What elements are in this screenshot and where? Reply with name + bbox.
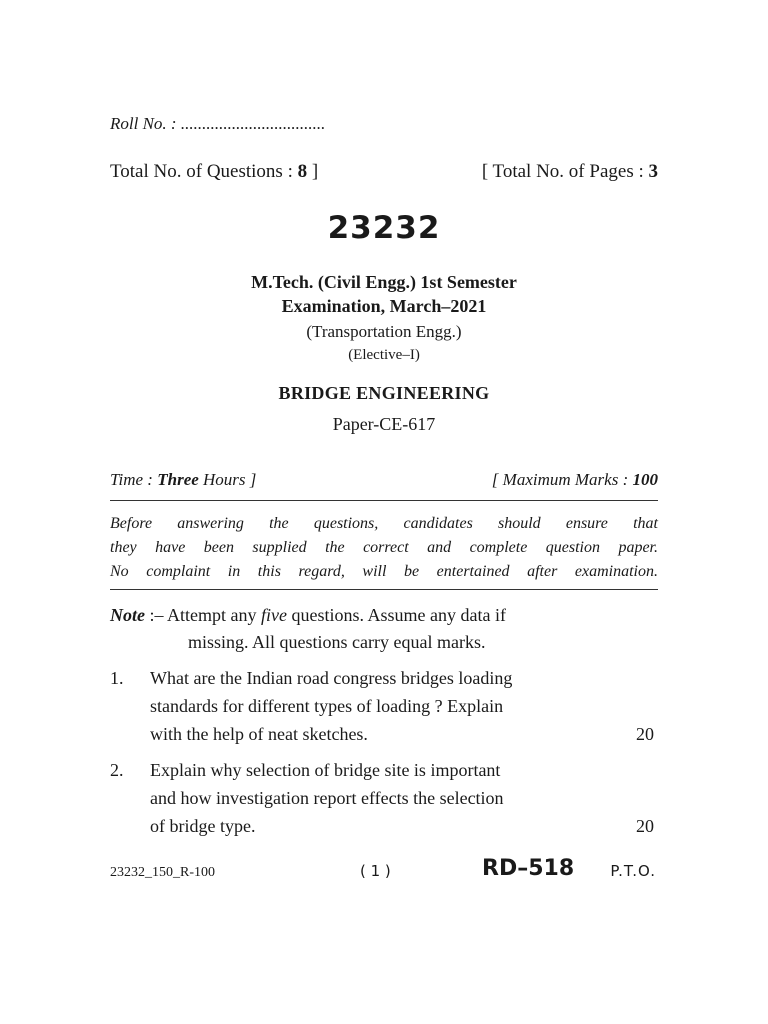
paper-number: Paper-CE-617 [332, 414, 436, 434]
footer-page-number: ( 1 ) [360, 862, 391, 880]
exam-title-line-2: Examination, March–2021 [281, 296, 487, 316]
question-2 [110, 756, 658, 840]
total-pages: [ Total No. of Pages : 3 [481, 161, 658, 182]
elective: (Elective–I) [348, 347, 420, 363]
note-line-1: Note :– Attempt any five questions. Assume any data if [110, 605, 506, 625]
instructions-block [110, 512, 658, 584]
paper-code: 23232 [327, 210, 441, 246]
roll-number-line: Roll No. : .................................. [110, 114, 326, 133]
question-marks: 20 [636, 816, 654, 836]
specialization: (Transportation Engg.) [306, 322, 462, 341]
question-text-line: of bridge type. [150, 816, 256, 836]
divider-bottom [110, 589, 658, 590]
time-marks-row [110, 470, 658, 490]
question-number: 2. [110, 760, 124, 780]
question-text-line: Explain why selection of bridge site is important [150, 760, 501, 780]
question-marks: 20 [636, 724, 654, 744]
time-allowed: Time : Three Hours ] [110, 470, 257, 489]
page-footer [110, 856, 658, 886]
note-label: Note [110, 605, 145, 625]
note-block [110, 602, 658, 656]
subject-title: BRIDGE ENGINEERING [278, 383, 490, 403]
note-five: five [261, 605, 287, 625]
question-1 [110, 664, 658, 748]
total-questions: Total No. of Questions : 8 ] [110, 161, 319, 182]
question-text-line: and how investigation report effects the selection [150, 788, 504, 808]
question-text-line: standards for different types of loading ? Explain [150, 696, 504, 716]
instruction-line: they have been supplied the correct and complete question paper. [110, 539, 658, 556]
footer-rd-code: RD–518 [482, 856, 575, 881]
footer-print-code: 23232_150_R-100 [110, 865, 215, 880]
totals-row [110, 161, 658, 183]
footer-pto: P.T.O. [610, 862, 656, 880]
instruction-line: No complaint in this regard, will be entertained after examination. [110, 563, 658, 580]
question-text-line: with the help of neat sketches. [150, 724, 368, 744]
maximum-marks: [ Maximum Marks : 100 [491, 470, 658, 489]
note-line-2: missing. All questions carry equal marks. [188, 632, 486, 652]
exam-title-line-1: M.Tech. (Civil Engg.) 1st Semester [251, 272, 517, 292]
instruction-line: Before answering the questions, candidates should ensure that [110, 515, 658, 532]
question-text-line: What are the Indian road congress bridges loading [150, 668, 513, 688]
question-number: 1. [110, 668, 124, 688]
divider-top [110, 500, 658, 501]
